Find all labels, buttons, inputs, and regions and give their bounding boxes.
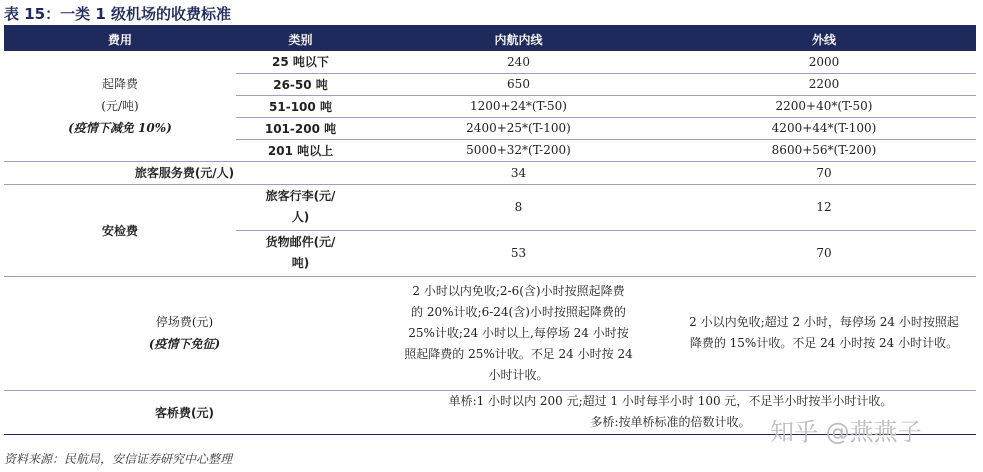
table-row <box>4 184 976 230</box>
security-intl-0: 12 <box>672 184 976 230</box>
security-cat-1-line2: 吨) <box>291 256 310 270</box>
table-row <box>4 276 976 390</box>
bridge-line-multi: 多桥:按单桥标准的倍数计收。 <box>590 415 751 429</box>
landing-intl-1: 2200 <box>672 73 976 95</box>
security-dom-1: 53 <box>365 230 672 276</box>
security-cat-0-line2: 人) <box>291 210 310 224</box>
parking-dom <box>365 276 672 390</box>
header-fee: 费用 <box>4 27 236 51</box>
passenger-intl: 70 <box>672 161 976 184</box>
security-cat-0 <box>236 184 365 230</box>
parking-dom-line: 照起降费的 25%计收。不足 24 小时按 24 <box>404 346 633 361</box>
landing-label-main: 起降费 <box>101 76 138 91</box>
passenger-fee-label: 旅客服务费(元/人) <box>4 161 365 184</box>
landing-intl-0: 2000 <box>672 51 976 73</box>
security-cat-1 <box>236 230 365 276</box>
bridge-fee-label: 客桥费(元) <box>4 390 365 434</box>
parking-intl-line: 2 小以内免收;超过 2 小时，每停场 24 小时按照起 <box>689 315 959 329</box>
table-row <box>4 51 976 73</box>
landing-intl-4: 8600+56*(T-200) <box>672 139 976 161</box>
landing-fee-label <box>4 51 236 161</box>
parking-dom-line: 2 小时以内免收;2-6(含)小时按照起降费 <box>412 283 625 298</box>
fee-table <box>4 27 976 435</box>
table-header-row <box>4 27 976 51</box>
header-international: 外线 <box>672 27 976 51</box>
landing-dom-1: 650 <box>365 73 672 95</box>
landing-cat-1: 26-50 吨 <box>236 73 365 95</box>
parking-intl-line: 降费的 15%计收。不足 24 小时按 24 小时计收。 <box>689 336 959 350</box>
landing-intl-2: 2200+40*(T-50) <box>672 95 976 117</box>
landing-dom-2: 1200+24*(T-50) <box>365 95 672 117</box>
landing-intl-3: 4200+44*(T-100) <box>672 117 976 139</box>
security-intl-1: 70 <box>672 230 976 276</box>
bridge-line-single: 单桥:1 小时以内 200 元;超过 1 小时每半小时 100 元，不足半小时按半小时计收。 <box>448 394 893 408</box>
security-cat-0-line1: 旅客行李(元/ <box>265 189 336 203</box>
parking-fee-label <box>4 276 365 390</box>
landing-dom-3: 2400+25*(T-100) <box>365 117 672 139</box>
source-note: 资料来源：民航局，安信证券研究中心整理 <box>4 452 233 466</box>
table-title: 表 15：一类 1 级机场的收费标准 <box>4 5 231 23</box>
parking-dom-line: 25%计收;24 小时以上,每停场 24 小时按 <box>408 325 629 340</box>
watermark: 知乎 @燕燕子 <box>770 418 922 446</box>
parking-label-main: 停场费(元) <box>155 315 214 329</box>
table-row <box>4 161 976 184</box>
security-cat-1-line1: 货物邮件(元/ <box>265 235 336 249</box>
header-domestic: 内航内线 <box>365 27 672 51</box>
landing-cat-0: 25 吨以下 <box>236 51 365 73</box>
landing-label-unit: (元/吨) <box>101 98 139 113</box>
parking-dom-line: 小时计收。 <box>488 367 549 382</box>
landing-cat-3: 101-200 吨 <box>236 117 365 139</box>
landing-dom-4: 5000+32*(T-200) <box>365 139 672 161</box>
security-fee-label: 安检费 <box>4 184 236 276</box>
landing-label-note: (疫情下减免 10%) <box>68 120 172 135</box>
landing-cat-2: 51-100 吨 <box>236 95 365 117</box>
parking-intl <box>672 276 976 390</box>
landing-cat-4: 201 吨以上 <box>236 139 365 161</box>
landing-dom-0: 240 <box>365 51 672 73</box>
header-category: 类别 <box>236 27 365 51</box>
parking-dom-line: 的 20%计收;6-24(含)小时按照起降费的 <box>411 304 626 319</box>
passenger-dom: 34 <box>365 161 672 184</box>
parking-label-note: (疫情下免征) <box>148 337 221 351</box>
security-dom-0: 8 <box>365 184 672 230</box>
